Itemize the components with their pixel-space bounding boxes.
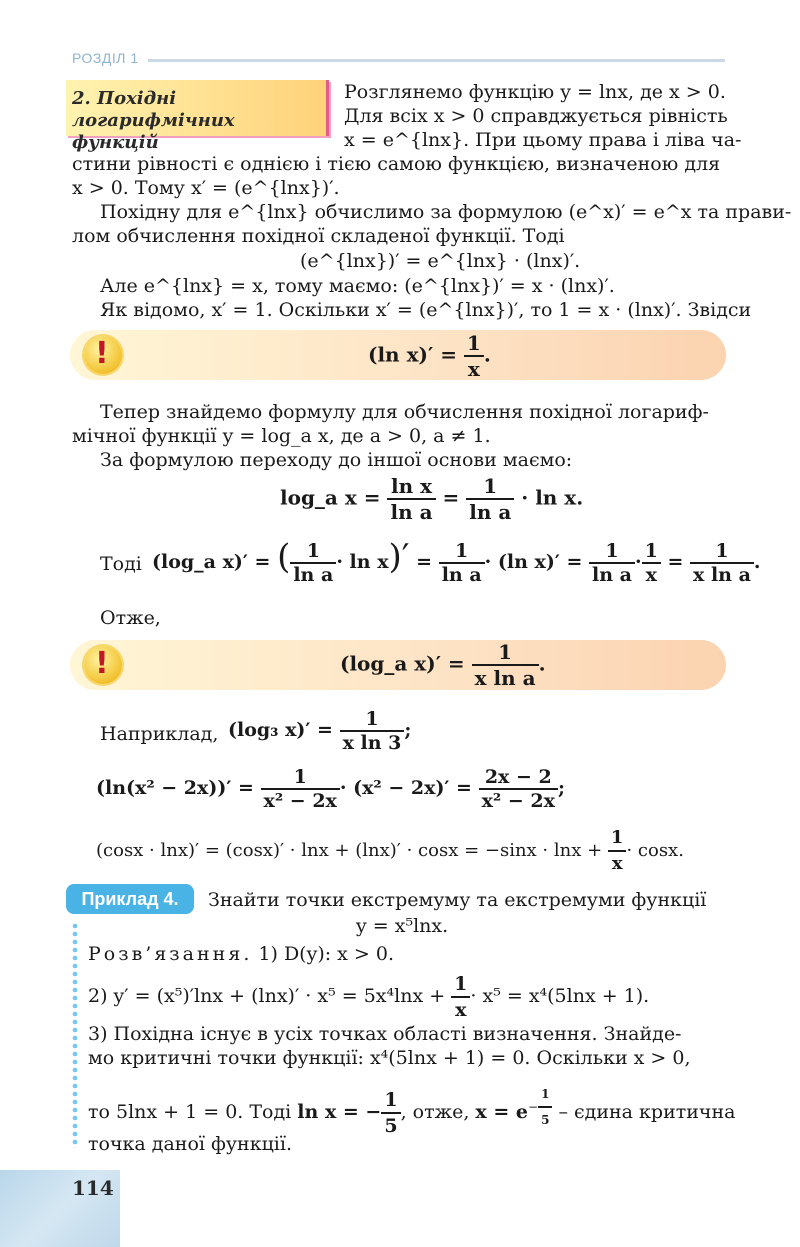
page-number: 114 [72, 1176, 114, 1200]
fraction-numerator: 1 [340, 708, 405, 732]
fraction-numerator: 1 [464, 331, 484, 357]
text-line: Похідну для e^{lnx} обчислимо за формулою (e^x)′ = e^x та прави- [100, 201, 792, 223]
formula-end: . [538, 651, 546, 676]
example-ln-poly [96, 766, 565, 812]
fraction-denominator: x² − 2x [263, 790, 337, 812]
fraction-denominator: ln a [441, 564, 482, 586]
fraction-denominator: x [645, 564, 657, 586]
fraction [608, 826, 627, 876]
header-rule [148, 59, 725, 62]
equals-sign: = [667, 551, 684, 573]
text-line: мічної функції y = log_a x, де a > 0, a ≠ 1. [72, 425, 491, 447]
text-line: лом обчислення похідної складеної функції. Тоді [72, 225, 565, 247]
example-function: y = x⁵lnx. [356, 915, 449, 937]
equals-sign: = [416, 551, 433, 573]
fraction-numerator: 1 [466, 474, 514, 500]
lnx-value: ln x = − [297, 1100, 382, 1123]
text-line: Але e^{lnx} = x, тому маємо: (e^{lnx})′ = x · (lnx)′. [100, 275, 615, 297]
formula-lhs: log_a x = [280, 485, 381, 510]
formula-tail: · ln x. [521, 485, 584, 510]
text-line: Як відомо, x′ = 1. Оскільки x′ = (e^{lnx})′, то 1 = x · (lnx)′. Звідси [100, 299, 752, 321]
exclamation-mark-glyph: ! [95, 336, 109, 371]
log-derivative-formula [340, 640, 546, 690]
equation-line: (e^{lnx})′ = e^{lnx} · (lnx)′. [300, 250, 581, 272]
fraction-numerator: 2x − 2 [479, 766, 558, 790]
fraction-denominator: 5 [541, 1113, 550, 1127]
text-line: За формулою переходу до іншої основи маємо: [100, 449, 573, 471]
example-log3 [228, 708, 411, 754]
fraction [589, 540, 635, 586]
exclamation-mark-glyph: ! [95, 646, 109, 681]
mid-tail: · (x² − 2x)′ = [339, 777, 472, 799]
example-badge: Приклад 4. [66, 884, 194, 914]
fraction-numerator: 1 [439, 540, 485, 564]
fraction [261, 766, 340, 812]
fraction [642, 540, 661, 586]
formula-body: (cosx · lnx)′ = (cosx)′ · lnx + (lnx)′ · cosx = −sinx · lnx + [96, 840, 603, 861]
fraction-denominator: 5 [384, 1114, 398, 1137]
formula-lhs: (ln x)′ = [368, 342, 457, 367]
step-text: 1) D(y): x > 0. [258, 943, 395, 965]
section-title-line2: логарифмічних функцій [72, 110, 235, 153]
naprykad-label: Наприклад, [100, 723, 219, 745]
example-task: Знайти точки екстремуму та екстремуми функції [208, 889, 707, 911]
otzhe-label: Отже, [100, 607, 161, 629]
fraction-denominator: x ln 3 [342, 732, 402, 754]
equals-sign: = [442, 485, 460, 510]
mid-tail: · (ln x)′ = [484, 551, 583, 573]
formula-end: · cosx. [626, 840, 684, 861]
solution-step-2 [88, 972, 649, 1022]
formula-end: . [483, 342, 491, 367]
fraction [472, 640, 539, 690]
fraction-denominator: x [611, 853, 623, 874]
change-of-base-formula [280, 474, 583, 524]
step-text: , отже, [400, 1100, 470, 1123]
solution-step-3-result [88, 1082, 735, 1138]
formula-lhs: (log_a x)′ = [152, 551, 271, 573]
section-title [72, 88, 322, 154]
fraction [690, 540, 754, 586]
text-line: x > 0. Тому x′ = (e^{lnx})′. [72, 177, 340, 199]
step-text: – єдина критична [558, 1100, 736, 1123]
fraction-denominator: ln a [293, 564, 334, 586]
fraction-denominator: x² − 2x [481, 790, 555, 812]
open-paren: ( [277, 537, 291, 577]
ln-derivative-formula [368, 331, 491, 381]
fraction-numerator: 1 [472, 640, 539, 666]
fraction [439, 540, 485, 586]
step-text: · x⁵ = x⁴(5lnx + 1). [470, 985, 650, 1007]
fraction-denominator: x ln a [474, 666, 536, 690]
text-line: Тепер знайдемо формулу для обчислення похідної логариф- [100, 401, 709, 423]
fraction-numerator: 1 [451, 972, 470, 998]
fraction-numerator: 1 [538, 1082, 552, 1108]
inner-tail: · ln x [336, 551, 389, 573]
text-line: Розглянемо функцію y = lnx, де x > 0. [344, 81, 726, 103]
todi-label: Тоді [100, 553, 142, 575]
fraction-denominator: x ln a [693, 564, 751, 586]
fraction-numerator: 1 [642, 540, 661, 564]
section-title-line1: 2. Похідні [72, 88, 177, 109]
fraction [466, 474, 514, 524]
fraction [479, 766, 558, 812]
fraction-numerator: 1 [261, 766, 340, 790]
formula-end: ; [404, 719, 412, 741]
fraction-denominator: ln a [592, 564, 632, 586]
dotted-margin-decoration [72, 922, 78, 1148]
chapter-label: РОЗДІЛ 1 [72, 50, 139, 66]
fraction [387, 474, 435, 524]
fraction [381, 1088, 400, 1138]
step-text: то 5lnx + 1 = 0. Тоді [88, 1100, 292, 1123]
fraction-denominator: ln a [390, 500, 433, 524]
fraction-numerator: 1 [690, 540, 754, 564]
text-line: Для всіх x > 0 справджується рівність [344, 105, 728, 127]
fraction-numerator: 1 [589, 540, 635, 564]
formula-lhs: (log_a x)′ = [340, 651, 465, 676]
step-text: 2) y′ = (x⁵)′lnx + (lnx)′ · x⁵ = 5x⁴lnx + [88, 985, 446, 1007]
fraction [290, 540, 336, 586]
formula-end: ; [557, 777, 565, 799]
fraction-numerator: 1 [608, 826, 627, 852]
solution-label: Розв’язання. [88, 943, 253, 965]
formula-lhs: (log₃ x)′ = [228, 719, 333, 741]
solution-step-1 [88, 942, 394, 966]
text-line: x = e^{lnx}. При цьому права і ліва ча- [344, 129, 742, 151]
fraction-numerator: ln x [387, 474, 435, 500]
log-derivative-derivation: (log_a x)′ = ( $\frac{1}{\text{ln a}}$ · ln x)′ = $\frac{1}{\text{ln a}}$ · (ln x)′ = $\frac{1}{\text{ln a}}$ · $\frac{1}{x}$ = $\frac{1}{\text{x ln a}}$ . [152, 537, 761, 586]
text-line: стини рівності є однією і тією самою функцією, визначеною для [72, 153, 721, 175]
fraction [340, 708, 405, 754]
fraction-denominator: x [455, 999, 467, 1021]
critical-point: x = e [475, 1100, 528, 1123]
text-line: 3) Похідна існує в усіх точках області визначення. Знайде- [88, 1023, 682, 1045]
close-paren: )′ [388, 537, 410, 577]
fraction [538, 1082, 552, 1132]
fraction [464, 331, 484, 381]
fraction-numerator: 1 [290, 540, 336, 564]
fraction-denominator: ln a [469, 500, 512, 524]
formula-lhs: (ln(x² − 2x))′ = [96, 777, 254, 799]
text-line: точка даної функції. [88, 1133, 292, 1155]
text-line: мо критичні точки функції: x⁴(5lnx + 1) = 0. Оскільки x > 0, [88, 1047, 691, 1069]
fraction [451, 972, 470, 1022]
fraction-numerator: 1 [381, 1088, 400, 1114]
fraction-denominator: x [467, 357, 480, 381]
exponent: − 1 5 [528, 1100, 552, 1114]
example-cos-ln [96, 826, 684, 876]
